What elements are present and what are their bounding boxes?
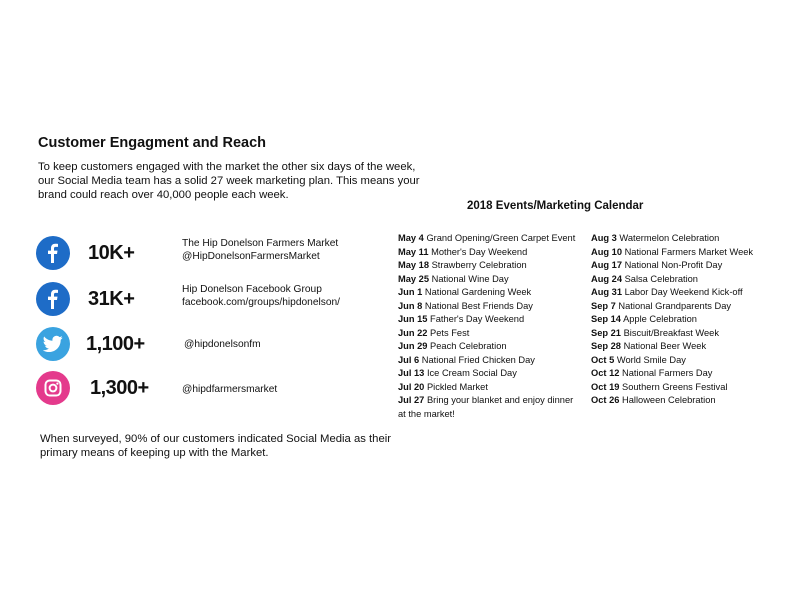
- section-title: Customer Engagment and Reach: [38, 135, 267, 151]
- event-name: National Grandparents Day: [618, 300, 732, 311]
- event-date: May 25: [398, 273, 430, 284]
- event-date: Sep 14: [591, 314, 621, 324]
- event-name: Labor Day Weekend Kick-off: [624, 287, 743, 297]
- event-name: National Fried Chicken Day: [421, 354, 535, 365]
- event-name: Peach Celebration: [430, 341, 507, 351]
- calendar-event: [398, 259, 576, 273]
- calendar-event: [591, 246, 781, 260]
- event-date: Jul 13: [398, 368, 425, 378]
- facebook-group-url[interactable]: facebook.com/groups/hipdonelson/: [182, 297, 341, 308]
- calendar-event: [591, 273, 781, 287]
- event-date: Oct 12: [591, 368, 620, 378]
- facebook-page-handle[interactable]: @HipDonelsonFarmersMarket: [182, 251, 320, 262]
- event-name: National Best Friends Day: [424, 300, 533, 311]
- event-name: Pickled Market: [426, 381, 488, 392]
- event-date: Jul 27: [398, 395, 425, 405]
- event-name: National Farmers Market Week: [624, 246, 754, 257]
- event-name: Bring your blanket and enjoy dinner at the market!: [398, 395, 574, 419]
- event-date: May 4: [398, 233, 424, 243]
- event-name: National Farmers Day: [622, 368, 713, 378]
- event-name: Biscuit/Breakfast Week: [623, 327, 719, 338]
- event-date: Jun 1: [398, 287, 423, 297]
- calendar-event: [398, 286, 576, 300]
- facebook-page-title: The Hip Donelson Farmers Market: [182, 238, 339, 249]
- calendar-event: [398, 381, 576, 395]
- event-name: Pets Fest: [430, 327, 470, 338]
- instagram-icon[interactable]: [36, 371, 70, 405]
- event-date: Oct 26: [591, 395, 620, 405]
- event-name: National Non-Profit Day: [624, 260, 723, 270]
- event-date: Sep 28: [591, 341, 621, 351]
- calendar-event: [398, 273, 576, 287]
- calendar-title: 2018 Events/Marketing Calendar: [467, 200, 644, 212]
- calendar-event: [398, 340, 576, 354]
- calendar-event: [591, 340, 781, 354]
- event-name: Grand Opening/Green Carpet Event: [426, 233, 576, 243]
- event-date: Jul 6: [398, 354, 420, 365]
- calendar-event: [591, 259, 781, 273]
- facebook-group-members: 31K+: [88, 288, 135, 310]
- calendar-event: [398, 327, 576, 341]
- facebook-icon[interactable]: [36, 282, 70, 316]
- calendar-event: [591, 286, 781, 300]
- event-name: Halloween Celebration: [622, 395, 716, 405]
- social-row-twitter: [36, 327, 396, 363]
- event-date: Jun 22: [398, 327, 428, 338]
- calendar-event: [398, 394, 576, 421]
- facebook-group-title: Hip Donelson Facebook Group: [182, 284, 322, 295]
- event-name: National Beer Week: [623, 341, 707, 351]
- event-date: Aug 31: [591, 287, 622, 297]
- instagram-followers: 1,300+: [90, 377, 149, 399]
- social-row-facebook-page: [36, 236, 396, 272]
- calendar-event: [591, 232, 781, 246]
- event-date: Oct 5: [591, 354, 615, 365]
- event-name: National Wine Day: [431, 273, 509, 284]
- twitter-followers: 1,100+: [86, 333, 145, 355]
- event-date: Sep 21: [591, 327, 621, 338]
- calendar-event: [591, 313, 781, 327]
- calendar-event: [398, 300, 576, 314]
- event-date: Jun 15: [398, 314, 428, 324]
- event-name: Mother's Day Weekend: [431, 246, 528, 257]
- facebook-page-name: [182, 237, 338, 263]
- calendar-event: [591, 300, 781, 314]
- instagram-handle[interactable]: @hipdfarmersmarket: [182, 384, 278, 395]
- calendar-event: [591, 367, 781, 381]
- survey-paragraph: When surveyed, 90% of our customers indicated Social Media as their primary means of keeping up with the Market.: [40, 433, 392, 460]
- facebook-group-name: [182, 283, 340, 309]
- facebook-page-followers: 10K+: [88, 242, 135, 264]
- event-name: World Smile Day: [616, 354, 686, 365]
- event-name: Father's Day Weekend: [430, 314, 525, 324]
- calendar-column-right: [591, 232, 781, 408]
- event-date: Aug 3: [591, 233, 617, 243]
- event-date: May 11: [398, 246, 429, 257]
- calendar-event: [398, 313, 576, 327]
- event-name: Apple Celebration: [623, 314, 697, 324]
- twitter-handle[interactable]: @hipdonelsonfm: [184, 339, 261, 350]
- event-name: Watermelon Celebration: [619, 233, 720, 243]
- social-row-facebook-group: [36, 282, 396, 318]
- calendar-event: [398, 246, 576, 260]
- facebook-icon[interactable]: [36, 236, 70, 270]
- event-date: Oct 19: [591, 381, 620, 392]
- event-date: Sep 7: [591, 300, 616, 311]
- event-name: Ice Cream Social Day: [426, 368, 517, 378]
- social-row-instagram: [36, 371, 396, 407]
- event-date: Aug 17: [591, 260, 622, 270]
- calendar-event: [591, 381, 781, 395]
- event-name: Salsa Celebration: [624, 273, 698, 284]
- calendar-event: [591, 354, 781, 368]
- event-date: Jun 8: [398, 300, 423, 311]
- calendar-event: [591, 327, 781, 341]
- calendar-event: [398, 354, 576, 368]
- event-name: Southern Greens Festival: [622, 381, 728, 392]
- twitter-icon[interactable]: [36, 327, 70, 361]
- calendar-event: [398, 367, 576, 381]
- calendar-event: [398, 232, 576, 246]
- event-date: Aug 24: [591, 273, 622, 284]
- calendar-column-left: [398, 232, 576, 421]
- event-date: May 18: [398, 260, 430, 270]
- event-name: Strawberry Celebration: [431, 260, 527, 270]
- event-date: Jun 29: [398, 341, 428, 351]
- intro-paragraph: To keep customers engaged with the market the other six days of the week, our Social Media team has a solid 27 week marketing plan. This means your brand could reach over 40,000 people each week.: [38, 161, 420, 202]
- event-date: Aug 10: [591, 246, 622, 257]
- event-name: National Gardening Week: [424, 287, 532, 297]
- event-date: Jul 20: [398, 381, 425, 392]
- calendar-event: [591, 394, 781, 408]
